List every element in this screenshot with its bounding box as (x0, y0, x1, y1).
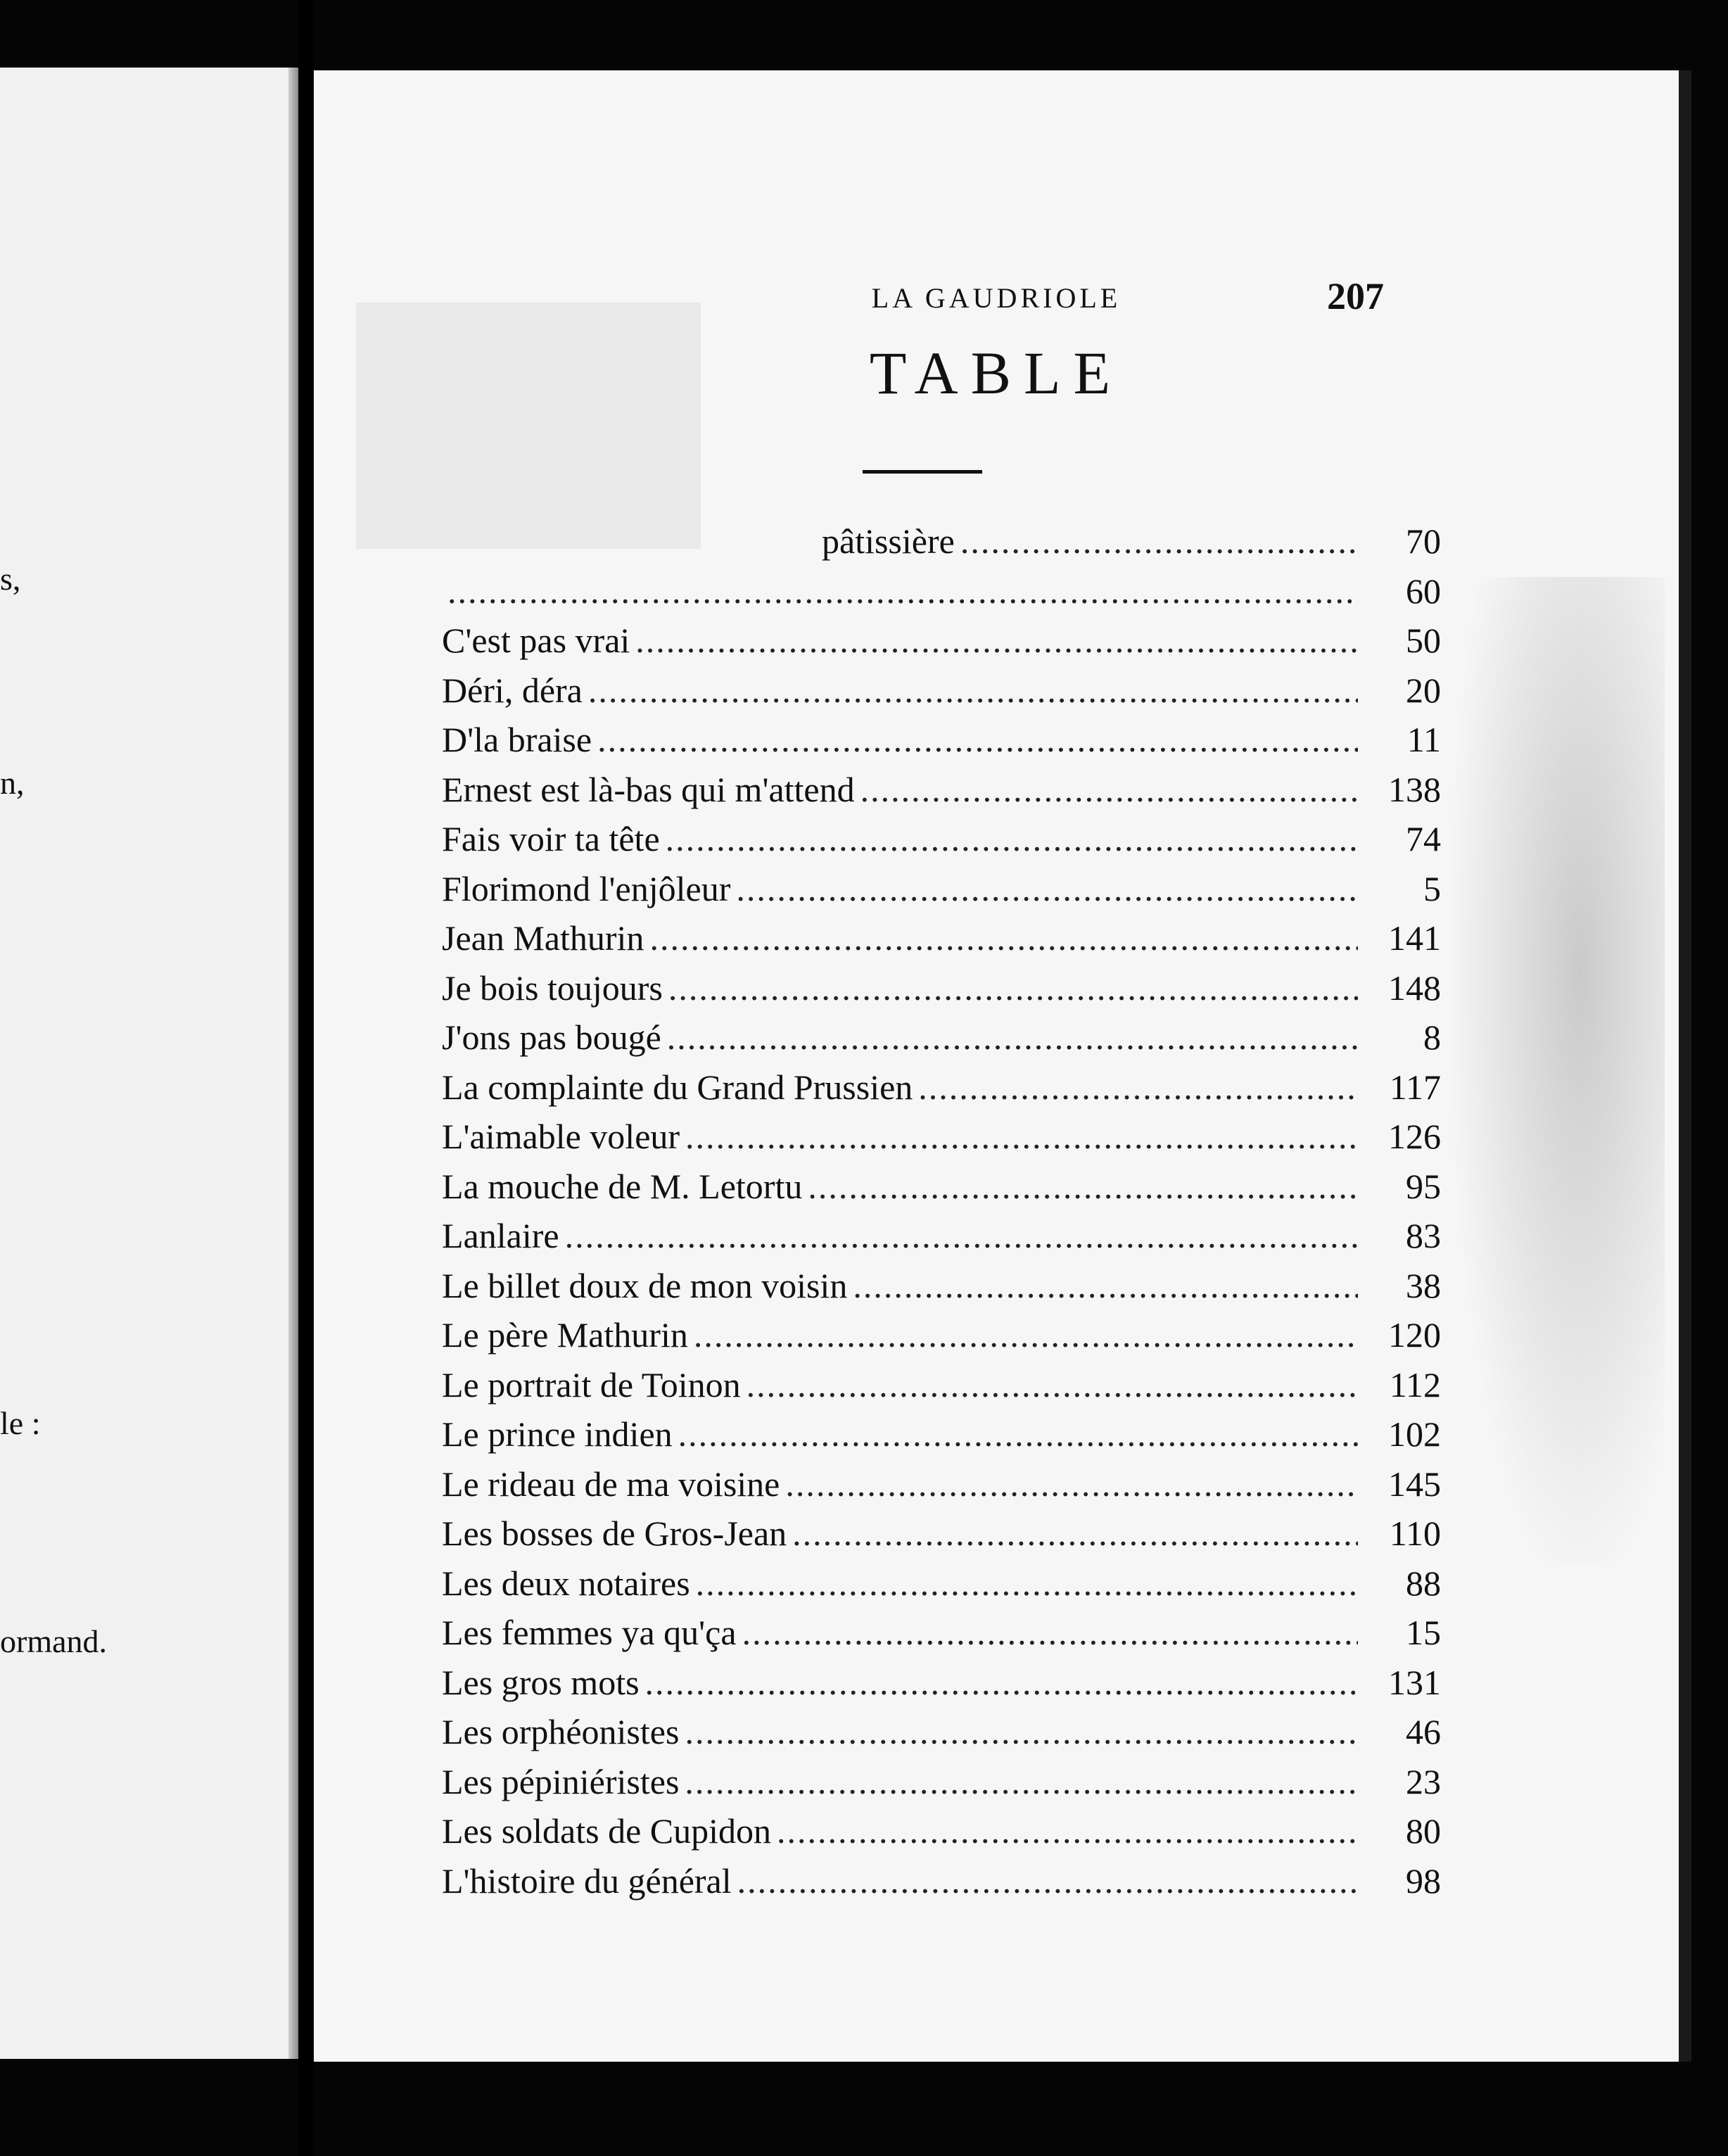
toc-leader-dots (853, 1265, 1358, 1306)
toc-entry-page: 145 (1388, 1464, 1441, 1504)
page-spine (288, 68, 298, 2059)
toc-leader-dots (668, 968, 1358, 1008)
toc-entry (442, 1612, 1441, 1662)
toc-entry-title: Les gros mots (442, 1662, 640, 1702)
toc-leader-dots (808, 1166, 1358, 1207)
toc-entry-page: 46 (1406, 1712, 1441, 1751)
toc-entry-title: Les deux notaires (442, 1563, 690, 1603)
toc-entry-page: 80 (1406, 1811, 1441, 1851)
toc-entry (442, 1364, 1441, 1414)
toc-entry-page: 126 (1388, 1117, 1441, 1156)
toc-entry (442, 968, 1441, 1017)
toc-leader-dots (667, 1017, 1358, 1058)
toc-entry (442, 670, 1441, 720)
toc-entry (442, 1761, 1441, 1811)
toc-entry (442, 1711, 1441, 1761)
toc-entry-title: Les pépiniéristes (442, 1761, 680, 1801)
toc-leader-dots (737, 1860, 1358, 1901)
book-gutter (298, 0, 314, 2156)
toc-entry-title: C'est pas vrai (442, 621, 630, 660)
toc-entry (442, 521, 1441, 571)
toc-leader-dots (678, 1414, 1358, 1454)
toc-entry (442, 571, 1441, 621)
toc-entry (442, 1414, 1441, 1464)
toc-entry-page: 112 (1389, 1364, 1441, 1404)
toc-entry-title: Le rideau de ma voisine (442, 1464, 780, 1504)
toc-leader-dots (747, 1364, 1358, 1405)
toc-entry-title: L'aimable voleur (442, 1117, 680, 1156)
toc-leader-dots (447, 571, 1358, 611)
toc-entry (442, 1464, 1441, 1514)
title-rule (863, 470, 982, 474)
toc-entry-title: Le portrait de Toinon (442, 1364, 741, 1404)
toc-entry (442, 1265, 1441, 1315)
toc-leader-dots (597, 719, 1358, 760)
toc-entry-title: Je bois toujours (442, 968, 663, 1008)
toc-entry-title: pâtissière (822, 521, 955, 561)
toc-leader-dots (694, 1314, 1358, 1355)
toc-entry (442, 1860, 1441, 1910)
toc-entry (442, 1067, 1441, 1117)
toc-entry (442, 1215, 1441, 1265)
toc-entry (442, 719, 1441, 769)
toc-leader-dots (645, 1662, 1358, 1703)
table-of-contents (442, 521, 1441, 1910)
toc-leader-dots (742, 1612, 1358, 1653)
toc-leader-dots (696, 1563, 1358, 1604)
toc-entry-title: Fais voir ta tête (442, 819, 660, 858)
toc-entry-title: Déri, déra (442, 670, 583, 710)
toc-entry-page: 148 (1388, 968, 1441, 1008)
toc-entry-title: Florimond l'enjôleur (442, 868, 731, 908)
toc-entry-page: 120 (1388, 1315, 1441, 1355)
toc-entry (442, 918, 1441, 968)
toc-leader-dots (918, 1067, 1358, 1108)
toc-entry (442, 1563, 1441, 1613)
toc-entry-page: 15 (1406, 1613, 1441, 1652)
toc-entry-page: 117 (1389, 1067, 1441, 1107)
toc-entry-page: 110 (1389, 1514, 1441, 1553)
toc-entry (442, 1811, 1441, 1860)
toc-entry-title: Jean Mathurin (442, 918, 644, 958)
toc-entry-title: L'histoire du général (442, 1860, 732, 1901)
toc-entry-title: Le billet doux de mon voisin (442, 1265, 848, 1305)
toc-entry-title: Les femmes ya qu'ça (442, 1613, 737, 1652)
toc-entry (442, 1314, 1441, 1364)
toc-leader-dots (785, 1464, 1358, 1504)
left-page-fragment: s, (0, 561, 21, 597)
right-page (314, 70, 1691, 2062)
toc-entry-page: 8 (1423, 1017, 1441, 1057)
toc-leader-dots (635, 620, 1358, 661)
toc-entry-page: 50 (1406, 621, 1441, 660)
left-page-fragment: n, (0, 765, 25, 801)
toc-leader-dots (685, 1761, 1358, 1802)
toc-entry-title: Le prince indien (442, 1414, 673, 1454)
toc-entry-page: 131 (1388, 1662, 1441, 1702)
toc-entry-title: La complainte du Grand Prussien (442, 1067, 913, 1107)
toc-entry (442, 1017, 1441, 1067)
toc-entry (442, 769, 1441, 819)
toc-entry-page: 23 (1406, 1761, 1441, 1801)
toc-leader-dots (649, 918, 1358, 958)
toc-leader-dots (588, 670, 1358, 711)
toc-entry-title: D'la braise (442, 720, 592, 759)
page-number: 207 (1327, 275, 1384, 317)
running-head: LA GAUDRIOLE (871, 282, 1122, 314)
toc-entry-page: 5 (1423, 868, 1441, 908)
toc-leader-dots (960, 521, 1358, 562)
toc-leader-dots (860, 769, 1358, 810)
toc-leader-dots (685, 1116, 1358, 1157)
toc-entry-page: 11 (1406, 720, 1441, 759)
toc-entry-page: 83 (1406, 1216, 1441, 1255)
left-page-fragment: le : (0, 1405, 41, 1441)
toc-entry-page: 102 (1388, 1414, 1441, 1454)
toc-entry-title: Les soldats de Cupidon (442, 1811, 772, 1851)
toc-entry-page: 141 (1388, 918, 1441, 958)
toc-leader-dots (777, 1811, 1358, 1851)
water-stain (1454, 577, 1665, 1562)
left-page (0, 68, 298, 2059)
toc-entry (442, 1166, 1441, 1216)
toc-leader-dots (736, 868, 1358, 909)
toc-entry-page: 138 (1388, 769, 1441, 809)
toc-entry-page: 95 (1406, 1166, 1441, 1206)
toc-entry-page: 98 (1406, 1860, 1441, 1901)
toc-entry-title: Les orphéonistes (442, 1712, 680, 1751)
toc-entry-title: Les bosses de Gros-Jean (442, 1514, 787, 1553)
toc-leader-dots (666, 818, 1358, 859)
toc-entry-page: 88 (1406, 1563, 1441, 1603)
toc-entry (442, 1116, 1441, 1166)
toc-entry-page: 70 (1406, 521, 1441, 561)
toc-entry-title: Le père Mathurin (442, 1315, 688, 1355)
toc-entry-title: Ernest est là-bas qui m'attend (442, 769, 855, 809)
toc-entry (442, 1662, 1441, 1712)
toc-entry-page: 38 (1406, 1265, 1441, 1305)
toc-entry-page: 60 (1406, 571, 1441, 611)
toc-leader-dots (565, 1215, 1358, 1256)
toc-entry (442, 620, 1441, 670)
toc-entry-title: La mouche de M. Letortu (442, 1166, 803, 1206)
toc-entry (442, 1513, 1441, 1563)
toc-entry-title: Lanlaire (442, 1216, 559, 1255)
toc-leader-dots (792, 1513, 1358, 1554)
toc-entry-title: J'ons pas bougé (442, 1017, 661, 1057)
toc-entry-page: 74 (1406, 819, 1441, 858)
toc-entry-page: 20 (1406, 670, 1441, 710)
left-page-fragment: ormand. (0, 1623, 108, 1659)
page-title: TABLE (869, 339, 1124, 407)
toc-leader-dots (685, 1711, 1358, 1752)
toc-entry (442, 868, 1441, 918)
toc-entry (442, 818, 1441, 868)
